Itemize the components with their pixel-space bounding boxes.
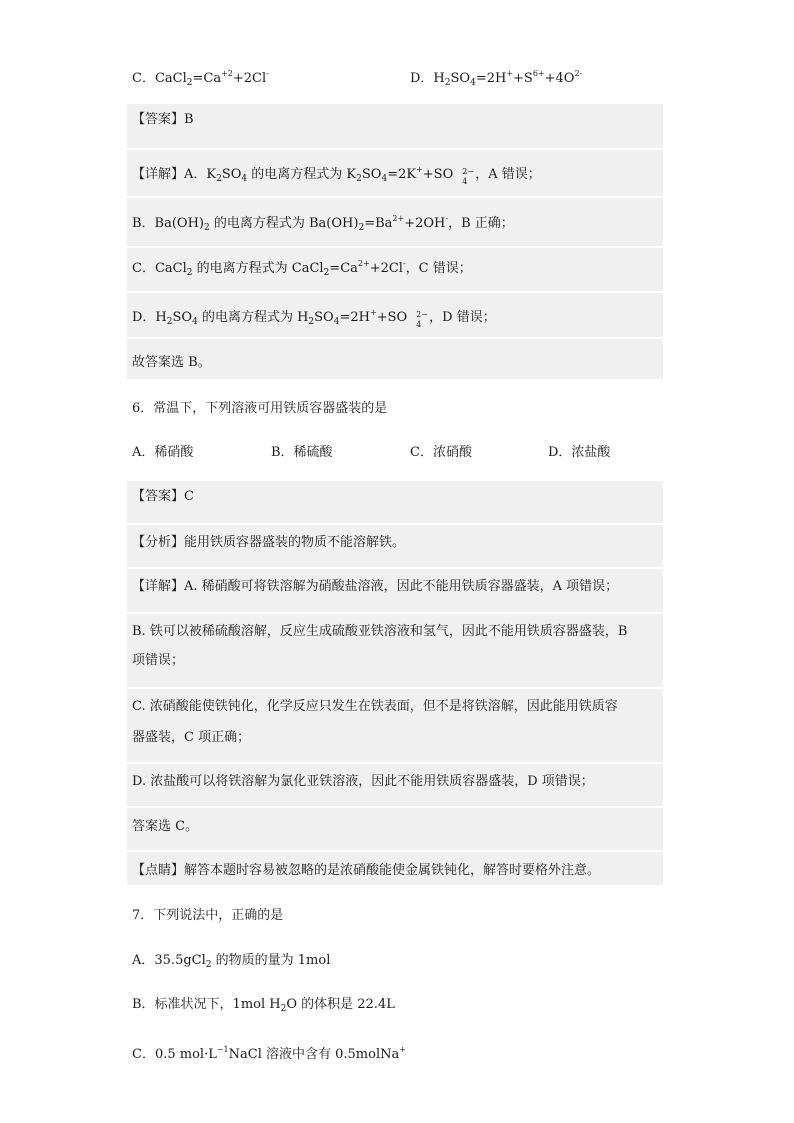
q6-answer: 【答案】C <box>132 489 194 504</box>
q6-detail-c-line1: C. 浓硝酸能使铁钝化，化学反应只发生在铁表面，但不是将铁溶解，因此能用铁质容 <box>132 699 618 714</box>
q5-option-d: D．$H_2SO_4=2H^++S^{6+}+4O^{2-}$ <box>410 69 583 88</box>
q6-option-a: A．稀硝酸 <box>132 445 194 460</box>
divider <box>127 337 663 339</box>
divider <box>127 196 663 198</box>
q6-option-c: C．浓硝酸 <box>410 445 472 460</box>
q6-tip: 【点睛】解答本题时容易被忽略的是浓硝酸能使金属铁钝化，解答时要格外注意。 <box>132 863 601 878</box>
q6-detail-b-line2: 项错误； <box>132 653 185 668</box>
q5-answer: 【答案】B <box>132 112 194 127</box>
sulfate-ion-charge: 2− 4 <box>416 310 428 329</box>
sulfate-ion-charge: 2− 4 <box>462 167 475 186</box>
q6-detail-a: 【详解】A. 稀硝酸可将铁溶解为硝酸盐溶液，因此不能用铁质容器盛装，A 项错误； <box>132 579 619 594</box>
q6-option-b: B．稀硫酸 <box>271 445 333 460</box>
divider <box>127 806 663 808</box>
q5-conclusion: 故答案选 B。 <box>132 355 211 370</box>
q7-stem: 7．下列说法中，正确的是 <box>132 908 284 923</box>
q6-detail-b-line1: B. 铁可以被稀硫酸溶解，反应生成硫酸亚铁溶液和氢气，因此不能用铁质容器盛装，B <box>132 624 628 639</box>
divider <box>127 687 663 689</box>
q6-analysis: 【分析】能用铁质容器盛装的物质不能溶解铁。 <box>132 535 406 550</box>
q6-stem: 6．常温下，下列溶液可用铁质容器盛装的是 <box>132 401 388 416</box>
divider <box>127 850 663 852</box>
divider <box>127 567 663 569</box>
q7-option-c: C．0.5 $mol\cdot L^{-1}NaCl$ 溶液中含有 0.5molNa+ <box>132 1045 406 1062</box>
divider <box>127 523 663 525</box>
divider <box>127 148 663 150</box>
q5-detail-c: C．CaCl$_2$ 的电离方程式为 $CaCl_2=Ca^{2+}+2Cl^-$，C 错误； <box>132 259 472 278</box>
q5-detail-b: B．$Ba(OH)_2$ 的电离方程式为 $Ba(OH)_2=Ba^{2+}+2OH^-$，B 正确； <box>132 214 514 233</box>
divider <box>127 762 663 764</box>
q5-detail-a: 【详解】A．$K_2SO_4$ 的电离方程式为 $K_2SO_4=2K^++SO$ 2− 4 ，A 错误； <box>132 165 541 186</box>
q6-detail-d: D. 浓盐酸可以将铁溶解为氯化亚铁溶液，因此不能用铁质容器盛装，D 项错误； <box>132 774 594 789</box>
q7-option-a: A．35.5gCl$_2$ 的物质的量为 1mol <box>132 953 331 970</box>
divider <box>127 291 663 293</box>
divider <box>127 612 663 614</box>
divider <box>127 246 663 248</box>
q6-option-d: D．浓盐酸 <box>548 445 611 460</box>
q5-option-c: C．$CaCl_2=Ca^{+2}+2Cl^-$ <box>132 69 269 88</box>
q7-option-b: B．标准状况下，1mol $H_2O$ 的体积是 22.4L <box>132 997 395 1014</box>
q6-detail-c-line2: 器盛装，C 项正确； <box>132 730 251 745</box>
q5-detail-d: D．$H_2SO_4$ 的电离方程式为 $H_2SO_4=2H^++SO$ 2− 4 ，D 错误； <box>132 308 496 329</box>
q6-conclusion: 答案选 C。 <box>132 819 199 834</box>
